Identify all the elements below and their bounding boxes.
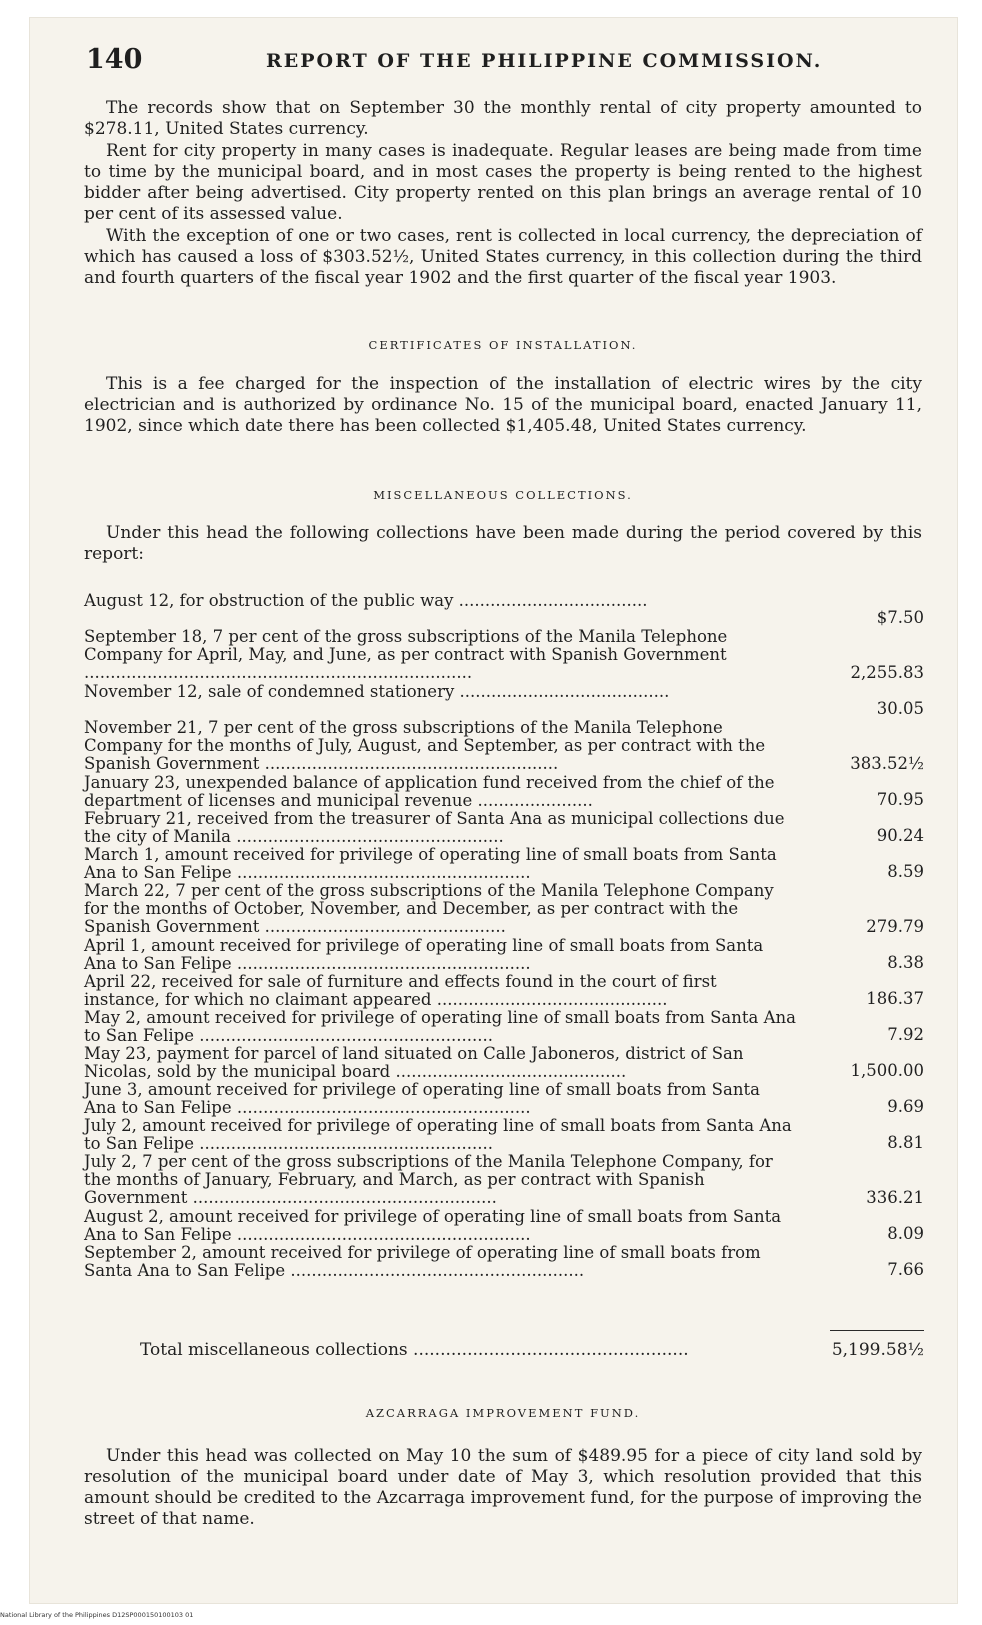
list-item	[84, 1045, 924, 1081]
page-header	[86, 44, 916, 84]
entry-amount: 8.09	[887, 1224, 924, 1243]
list-item	[84, 774, 924, 810]
list-item	[84, 592, 924, 628]
entry-amount: 30.05	[876, 699, 924, 718]
list-item	[84, 1117, 924, 1153]
entry-description: May 2, amount received for privilege of operating line of small boats from Santa Ana to San Felipe ........................................................	[84, 1008, 796, 1045]
list-item	[84, 1244, 924, 1280]
list-item	[84, 628, 924, 683]
miscellaneous-intro: Under this head the following collections have been made during the period covered by this report:	[84, 523, 922, 564]
total-amount: 5,199.58½	[831, 1340, 924, 1360]
entry-amount: 7.92	[887, 1025, 924, 1044]
list-item	[84, 810, 924, 846]
list-item	[84, 1081, 924, 1117]
library-footer-tag: National Library of the Philippines D12SP000150100103 01	[0, 1611, 194, 1619]
miscellaneous-heading: MISCELLANEOUS COLLECTIONS.	[373, 488, 633, 502]
collections-list	[84, 592, 924, 1280]
document-page	[30, 18, 957, 1603]
entry-amount: 8.59	[887, 862, 924, 881]
entry-amount: 9.69	[887, 1097, 924, 1116]
list-item	[84, 937, 924, 973]
entry-description: January 23, unexpended balance of application fund received from the chief of the department of licenses and municipal revenue ......................	[84, 773, 775, 810]
entry-description: August 12, for obstruction of the public way ....................................	[84, 591, 648, 610]
entry-description: November 12, sale of condemned stationery ........................................	[84, 682, 670, 701]
azcarraga-paragraph: Under this head was collected on May 10 the sum of $489.95 for a piece of city land sold by resolution of the municipal board under date of May 3, which resolution provided that this amount should be credited to the Azcarraga improvement fund, for the purpose of improving the street of that name.	[84, 1446, 922, 1529]
entry-amount: 7.66	[887, 1260, 924, 1279]
list-item	[84, 1009, 924, 1045]
entry-description: April 1, amount received for privilege of operating line of small boats from Santa Ana to San Felipe ........................................................	[84, 936, 764, 973]
total-row	[84, 1340, 924, 1362]
rental-paragraph: The records show that on September 30 the monthly rental of city property amounted to $278.11, United States currency.	[84, 98, 922, 139]
entry-amount: 336.21	[866, 1188, 924, 1207]
list-item	[84, 683, 924, 719]
running-title: REPORT OF THE PHILIPPINE COMMISSION.	[266, 50, 823, 72]
list-item	[84, 719, 924, 774]
list-item	[84, 1153, 924, 1208]
leases-paragraph: Rent for city property in many cases is inadequate. Regular leases are being made from time to time by the municipal board, and in most cases the property is being rented to the highest bidder after being advertised. City property rented on this plan brings an average rental of 10 per cent of its assessed value.	[84, 141, 922, 224]
entry-amount: 8.38	[887, 953, 924, 972]
list-item	[84, 973, 924, 1009]
list-item	[84, 1208, 924, 1244]
entry-amount: 90.24	[876, 826, 924, 845]
total-rule	[830, 1330, 924, 1331]
entry-amount: 2,255.83	[850, 663, 924, 682]
entry-description: March 1, amount received for privilege of operating line of small boats from Santa Ana to San Felipe ........................................................	[84, 845, 777, 882]
currency-paragraph: With the exception of one or two cases, rent is collected in local currency, the depreciation of which has caused a loss of $303.52½, United States currency, in this collection during the third and fourth quarters of the fiscal year 1902 and the first quarter of the fiscal year 1903.	[84, 226, 922, 288]
total-label: Total miscellaneous collections ...................................................	[140, 1340, 689, 1360]
entry-description: September 18, 7 per cent of the gross subscriptions of the Manila Telephone Company for April, May, and June, as per contract with Spanish Government ..........................................................................	[84, 627, 728, 682]
entry-amount: 186.37	[866, 989, 924, 1008]
certificates-paragraph: This is a fee charged for the inspection of the installation of electric wires by the city electrician and is authorized by ordinance No. 15 of the municipal board, enacted January 11, 1902, since which date there has been collected $1,405.48, United States currency.	[84, 374, 922, 436]
list-item	[84, 846, 924, 882]
entry-amount: 383.52½	[850, 754, 924, 773]
entry-amount: 70.95	[876, 790, 924, 809]
entry-description: May 23, payment for parcel of land situated on Calle Jaboneros, district of San Nicolas, sold by the municipal board ............................................	[84, 1044, 744, 1081]
entry-amount: 279.79	[866, 917, 924, 936]
entry-amount: $7.50	[876, 608, 924, 627]
entry-amount: 8.81	[887, 1133, 924, 1152]
page-number: 140	[86, 44, 143, 75]
entry-description: March 22, 7 per cent of the gross subscriptions of the Manila Telephone Company for the months of October, November, and December, as per contract with the Spanish Government ..............................................	[84, 881, 774, 936]
azcarraga-heading: AZCARRAGA IMPROVEMENT FUND.	[365, 1406, 641, 1420]
entry-description: July 2, amount received for privilege of operating line of small boats from Santa Ana to San Felipe ........................................................	[84, 1116, 792, 1153]
entry-description: February 21, received from the treasurer of Santa Ana as municipal collections due the city of Manila ...................................................	[84, 809, 785, 846]
entry-description: June 3, amount received for privilege of operating line of small boats from Santa Ana to San Felipe ........................................................	[84, 1080, 760, 1117]
entry-description: August 2, amount received for privilege of operating line of small boats from Santa Ana to San Felipe ........................................................	[84, 1207, 782, 1244]
entry-description: July 2, 7 per cent of the gross subscriptions of the Manila Telephone Company, for the months of January, February, and March, as per contract with Spanish Government ..........................................................	[84, 1152, 773, 1207]
certificates-heading: CERTIFICATES OF INSTALLATION.	[368, 338, 638, 352]
list-item	[84, 882, 924, 937]
entry-description: November 21, 7 per cent of the gross subscriptions of the Manila Telephone Company for the months of July, August, and September, as per contract with the Spanish Government ........................................................	[84, 718, 766, 773]
entry-description: September 2, amount received for privilege of operating line of small boats from Santa Ana to San Felipe ........................................................	[84, 1243, 761, 1280]
entry-amount: 1,500.00	[850, 1061, 924, 1080]
entry-description: April 22, received for sale of furniture and effects found in the court of first instance, for which no claimant appeared ............................................	[84, 972, 717, 1009]
